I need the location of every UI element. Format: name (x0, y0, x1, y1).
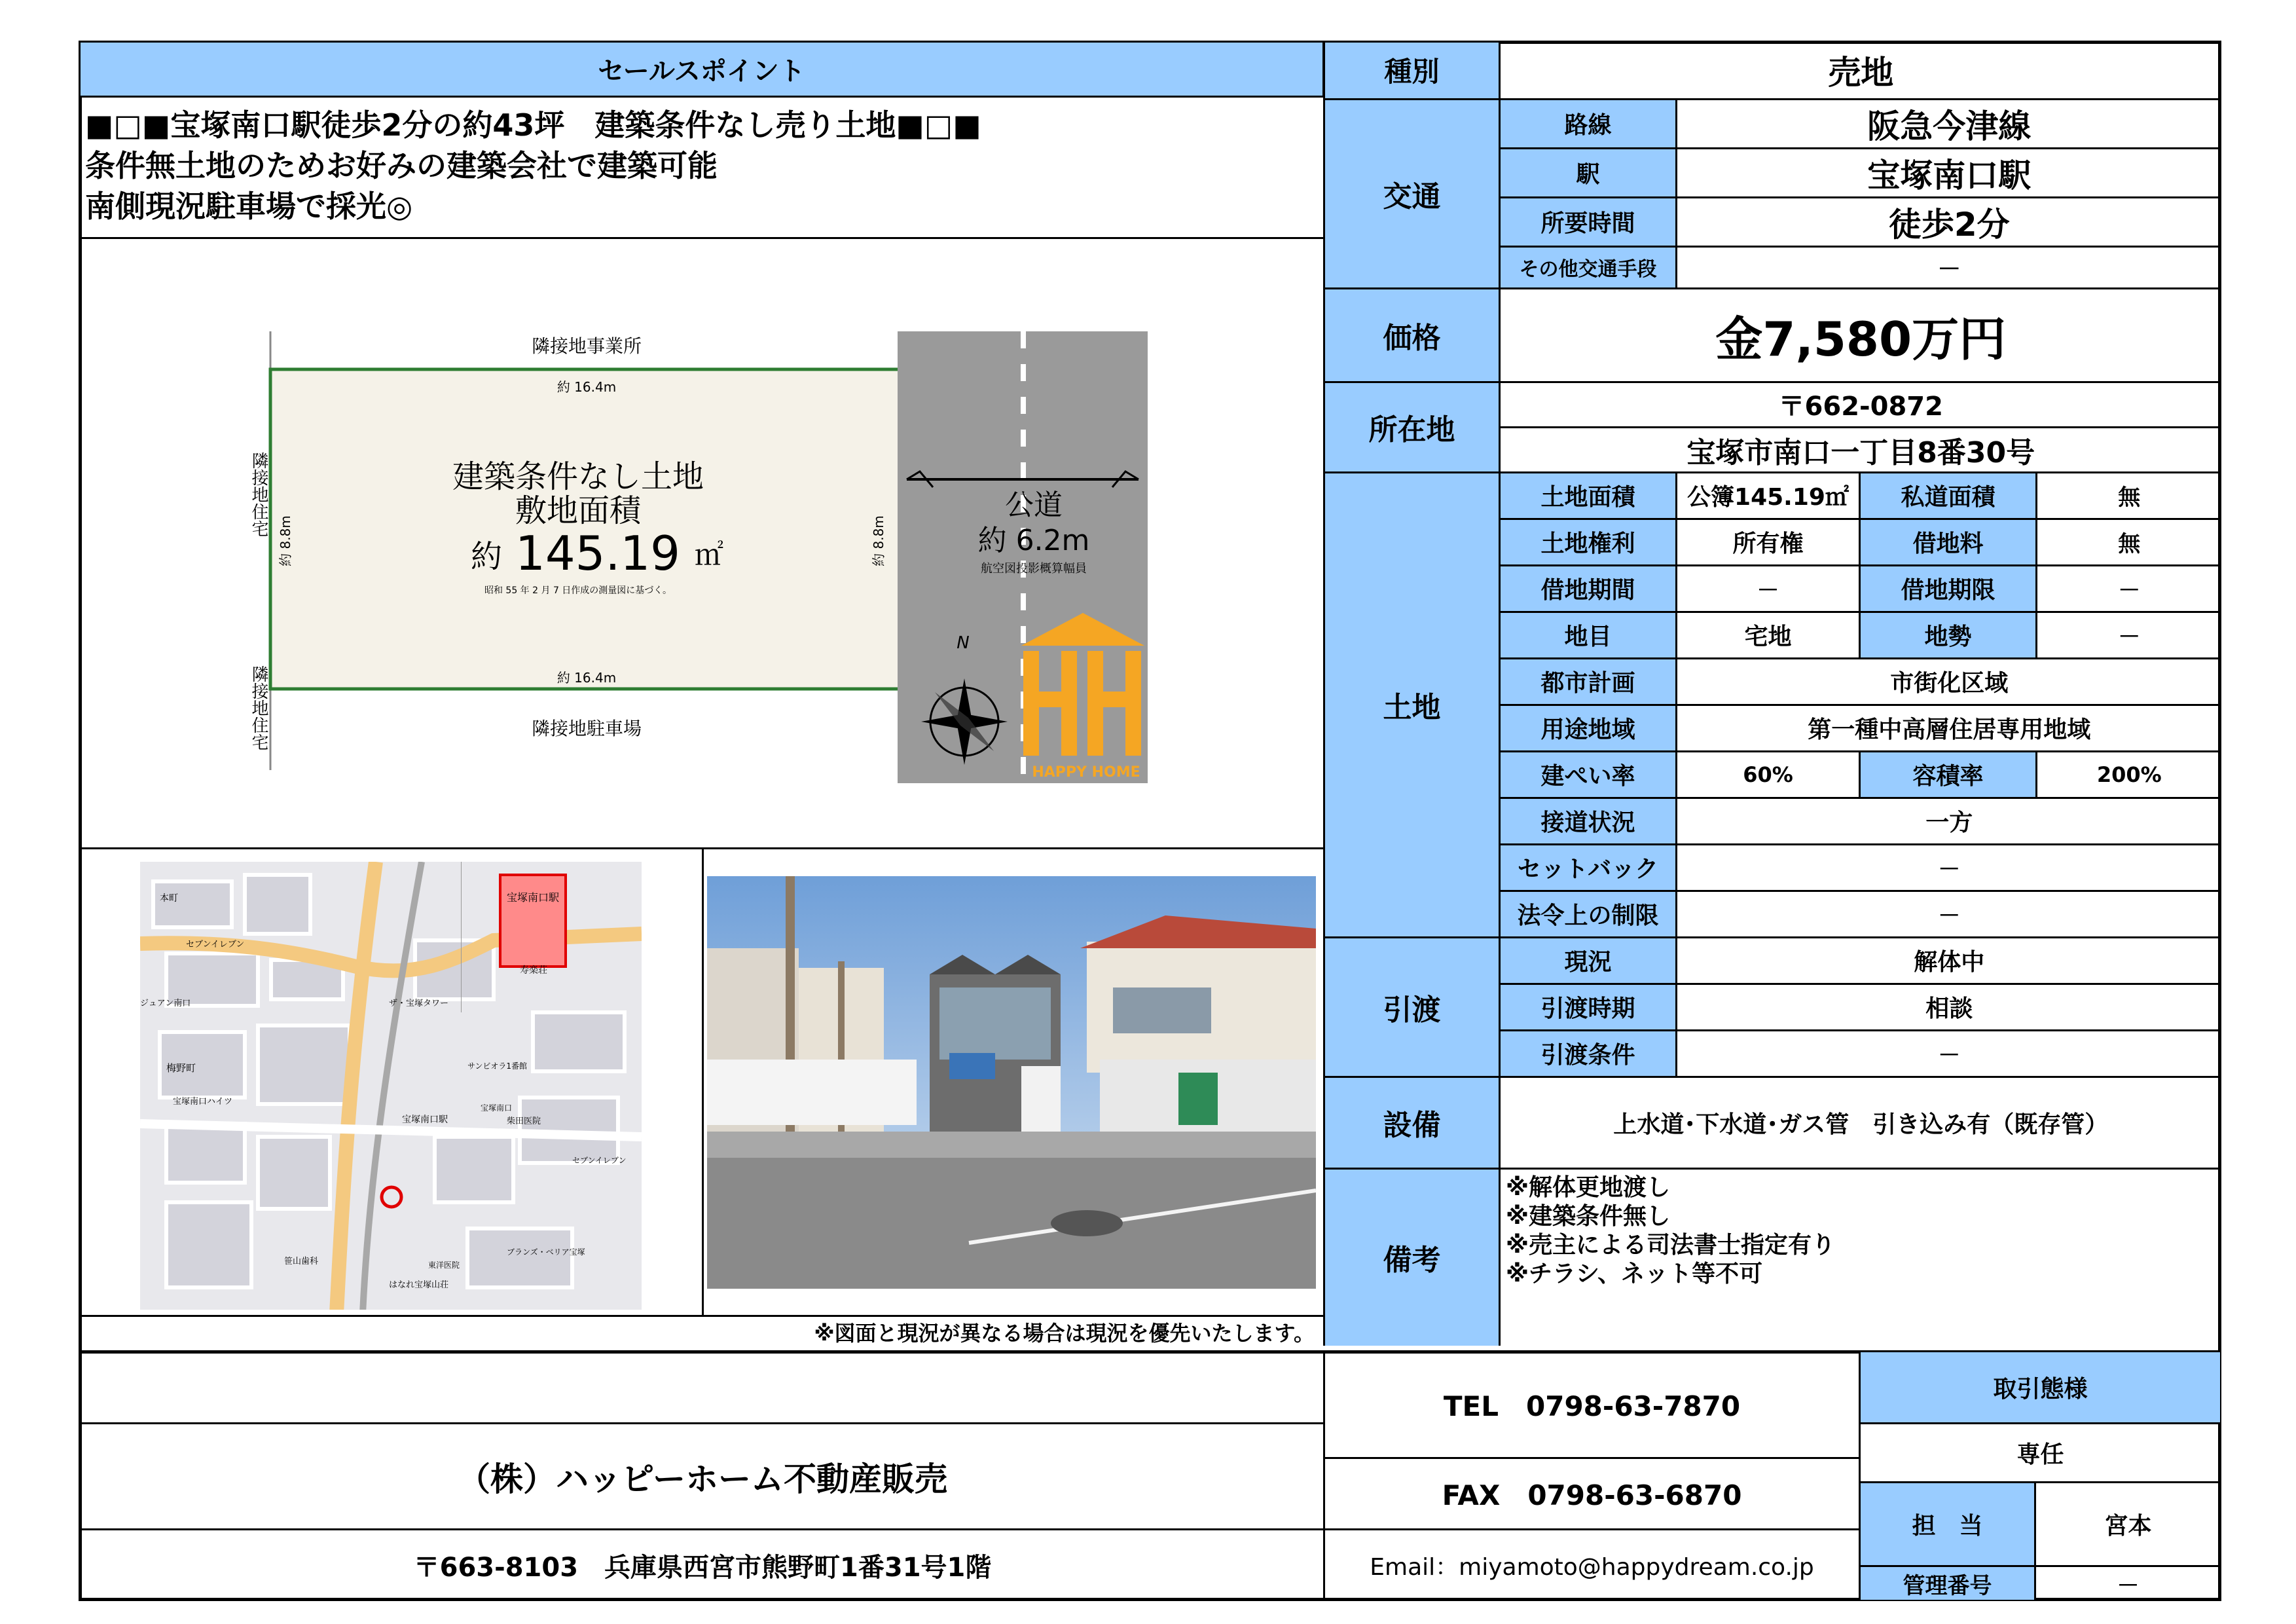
map-label: 東洋医院 (428, 1261, 460, 1270)
map-label: 本町 (160, 893, 178, 904)
map-label: 宝塚南口 (481, 1103, 513, 1113)
city-plan-label: 都市計画 (1500, 658, 1677, 705)
location-label: 所在地 (1324, 382, 1500, 472)
legal-restriction-label: 法令上の制限 (1500, 891, 1677, 937)
company-name: （株）ハッピーホーム不動産販売 (458, 1460, 947, 1498)
ground-rent-value: 無 (2037, 519, 2221, 565)
fax-number: FAX 0798-63-6870 (1442, 1479, 1742, 1511)
setback-value: － (1677, 844, 2221, 891)
land-category-value: 宅地 (1677, 612, 1860, 658)
facilities-label: 設備 (1324, 1077, 1500, 1168)
road-label: 公道 (1005, 489, 1063, 522)
sales-point-line: 南側現況駐車場で採光◎ (85, 189, 413, 224)
remark-line: ※売主による司法書士指定有り (1506, 1231, 1835, 1259)
deal-type-label: 取引態様 (1861, 1352, 2220, 1422)
remark-line: ※建築条件無し (1506, 1202, 1670, 1230)
remarks-value (1500, 1168, 2221, 1346)
terrain-label: 地勢 (1860, 612, 2037, 658)
compass-n: N (957, 633, 970, 653)
station-value: 宝塚南口駅 (1677, 148, 2221, 197)
station-label: 駅 (1500, 148, 1677, 197)
building-coverage-label: 建ぺい率 (1500, 751, 1677, 798)
map-label: ザ・宝塚タワー (389, 999, 449, 1008)
map-label: 柴田医院 (507, 1116, 541, 1126)
other-transport-value: － (1677, 246, 2221, 288)
land-label: 土地 (1324, 472, 1500, 937)
land-area-value: 公簿145.19㎡ (1677, 472, 1860, 519)
handover-timing-label: 引渡時期 (1500, 984, 1677, 1030)
road-contact-value: 一方 (1677, 798, 2221, 844)
sales-point-line: ■□■宝塚南口駅徒歩2分の約43坪 建築条件なし売り土地■□■ (85, 107, 981, 143)
contact-person-value: 宮本 (2104, 1513, 2152, 1540)
setback-label: セットバック (1500, 844, 1677, 891)
property-details (1323, 43, 2221, 1346)
price-value: 金7,580万円 (1500, 288, 2221, 382)
price-label: 価格 (1324, 288, 1500, 382)
land-area-label: 土地面積 (1500, 472, 1677, 519)
sales-point-header (81, 43, 1324, 98)
map-label: ジュアン南口 (140, 999, 191, 1008)
address-value: 宝塚市南口一丁目8番30号 (1500, 427, 2221, 472)
current-status-value: 解体中 (1677, 937, 2221, 984)
land-category-label: 地目 (1500, 612, 1677, 658)
postal-code: 〒662-0872 (1500, 382, 2221, 427)
map-label: 笹山歯科 (284, 1257, 319, 1266)
travel-time-label: 所要時間 (1500, 197, 1677, 246)
type-value: 売地 (1500, 43, 2221, 99)
west-neighbor-bottom: 隣接地住宅 (249, 665, 268, 750)
transport-label: 交通 (1324, 99, 1500, 288)
lease-period-value: － (1677, 565, 1860, 612)
handover-condition-value: － (1677, 1030, 2221, 1077)
floor-area-ratio-label: 容積率 (1860, 751, 2037, 798)
area-map (140, 862, 642, 1310)
facilities-value: 上水道･下水道･ガス管 引き込み有（既存管） (1500, 1077, 2221, 1168)
west-neighbor-top: 隣接地住宅 (249, 452, 268, 537)
map-label: 寿楽荘 (520, 965, 547, 976)
route-value: 阪急今津線 (1677, 99, 2221, 148)
sales-points (85, 105, 1316, 236)
email-address[interactable]: Email：miyamoto@happydream.co.jp (1370, 1553, 1814, 1581)
sales-point-line: 条件無土地のためお好みの建築会社で建築可能 (85, 148, 718, 183)
travel-time-value: 徒歩2分 (1677, 197, 2221, 246)
divider (81, 1315, 1324, 1317)
map-label: 宝塚南口ハイツ (173, 1097, 233, 1107)
plot-map (81, 240, 1324, 849)
land-right-label: 土地権利 (1500, 519, 1677, 565)
bottom-width-label: 約 16.4m (556, 670, 617, 686)
road-contact-label: 接道状況 (1500, 798, 1677, 844)
private-road-value: 無 (2037, 472, 2221, 519)
handover-condition-label: 引渡条件 (1500, 1030, 1677, 1077)
map-label: サンビオラ1番館 (467, 1061, 528, 1071)
remark-line: ※解体更地渡し (1506, 1173, 1670, 1201)
map-label: 宝塚南口駅 (402, 1115, 448, 1125)
private-road-label: 私道面積 (1860, 472, 2037, 519)
current-status-label: 現況 (1500, 937, 1677, 984)
map-label: セブンイレブン (572, 1156, 627, 1165)
floor-area-ratio-value: 200% (2037, 751, 2221, 798)
survey-note: 昭和 55 年 2 月 7 日作成の測量図に基づく。 (484, 585, 672, 596)
remarks-label: 備考 (1324, 1168, 1500, 1346)
divider (702, 847, 704, 1315)
area-value: 145.19 (515, 526, 680, 581)
map-label: 梅野町 (166, 1062, 196, 1074)
land-right-value: 所有権 (1677, 519, 1860, 565)
handover-timing-value: 相談 (1677, 984, 2221, 1030)
map-label: ブランズ・ベリア宝塚 (507, 1247, 585, 1257)
zoning-label: 用途地域 (1500, 705, 1677, 751)
building-coverage-value: 60% (1677, 751, 1860, 798)
route-label: 路線 (1500, 99, 1677, 148)
logo-text: HAPPY HOME (1032, 764, 1140, 781)
deal-type-value: 専任 (2016, 1441, 2064, 1468)
zoning-value: 第一種中高層住居専用地域 (1677, 705, 2221, 751)
map-label: セブンイレブン (186, 940, 245, 950)
contact-person-label: 担 当 (1861, 1483, 2034, 1565)
type-label: 種別 (1324, 43, 1500, 99)
left-depth-label: 約 8.8m (278, 515, 293, 566)
terrain-value: － (2037, 612, 2221, 658)
top-width-label: 約 16.4m (556, 379, 617, 395)
south-neighbor-label: 隣接地駐車場 (531, 718, 642, 739)
city-plan-value: 市街化区域 (1677, 658, 2221, 705)
phone-number: TEL 0798-63-7870 (1443, 1390, 1741, 1422)
station-inset-label: 宝塚南口駅 (506, 891, 560, 904)
management-number-value: － (2117, 1572, 2140, 1599)
legal-restriction-value: － (1677, 891, 2221, 937)
lease-period-label: 借地期間 (1500, 565, 1677, 612)
remark-line: ※チラシ、ネット等不可 (1506, 1260, 1763, 1287)
ground-rent-label: 借地料 (1860, 519, 2037, 565)
map-label: はなれ宝塚山荘 (389, 1280, 449, 1290)
land-title: 建築条件なし土地 (452, 458, 704, 495)
divider (81, 237, 1324, 239)
road-width-label: 約 6.2m (977, 524, 1090, 557)
lease-limit-value: － (2037, 565, 2221, 612)
area-unit: ㎡ (695, 538, 723, 572)
right-depth-label: 約 8.8m (871, 515, 886, 566)
road-note: 航空図投影概算幅員 (981, 562, 1087, 576)
north-neighbor-label: 隣接地事業所 (531, 335, 642, 357)
area-label: 敷地面積 (515, 492, 642, 529)
handover-label: 引渡 (1324, 937, 1500, 1077)
other-transport-label: その他交通手段 (1500, 246, 1677, 288)
disclaimer: ※図面と現況が異なる場合は現況を優先いたします。 (814, 1321, 1315, 1346)
company-address: 〒663-8103 兵庫県西宮市熊野町1番31号1階 (413, 1552, 992, 1583)
property-photo (707, 876, 1316, 1289)
management-number-label: 管理番号 (1861, 1567, 2034, 1600)
lease-limit-label: 借地期限 (1860, 565, 2037, 612)
area-prefix: 約 (470, 538, 503, 575)
sales-point-title: セールスポイント (598, 56, 805, 86)
